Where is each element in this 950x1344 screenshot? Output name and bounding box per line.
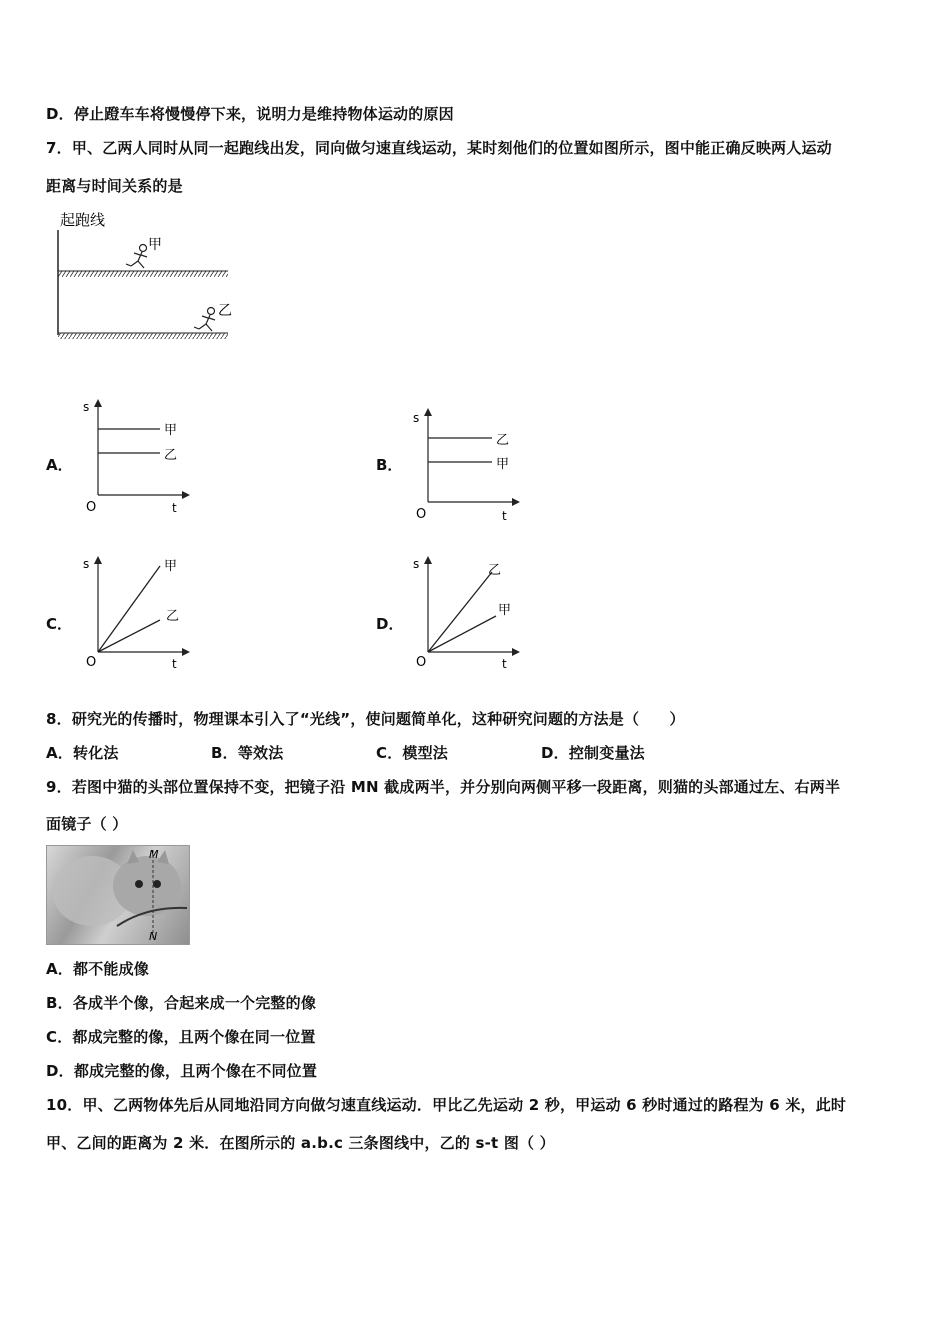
q7-option-c-label[interactable]: C． — [46, 615, 73, 633]
line-top-label: 甲 — [164, 423, 178, 438]
axis-t-label: t — [502, 657, 507, 671]
line-top-label: 乙 — [496, 433, 510, 448]
q9-stem-line1: 9．若图中猫的头部位置保持不变，把镜子沿 MN 截成两半，并分别向两侧平移一段距离，则猫的头部通过左、右两半 — [46, 778, 841, 796]
axis-s-label: s — [413, 411, 420, 425]
q7-option-a-label[interactable]: A． — [46, 456, 73, 474]
q7-option-b-label[interactable]: B． — [376, 456, 403, 474]
q7-option-d-label[interactable]: D． — [376, 615, 404, 633]
q7-track-figure — [50, 205, 250, 345]
runner-jia-icon — [126, 245, 147, 269]
origin-label: O — [86, 655, 97, 670]
mirror-m-label: M — [149, 848, 159, 861]
runner-yi-icon — [194, 308, 215, 332]
q6-option-d: D．停止蹬车车将慢慢停下来，说明力是维持物体运动的原因 — [46, 105, 454, 123]
line-top-label: 乙 — [488, 563, 502, 578]
q7-stem-line2: 距离与时间关系的是 — [46, 177, 183, 195]
line-bottom-label: 甲 — [498, 603, 512, 618]
start-line-label: 起跑线 — [60, 211, 106, 229]
runner-jia-label: 甲 — [148, 237, 162, 253]
q9-option-c[interactable]: C．都成完整的像，且两个像在同一位置 — [46, 1028, 316, 1046]
q8-option-d[interactable]: D．控制变量法 — [541, 744, 645, 762]
lane-bottom — [58, 333, 228, 339]
q7-option-c-graph[interactable] — [78, 552, 198, 677]
axis-s-label: s — [83, 400, 90, 414]
q7-option-d-graph[interactable] — [408, 552, 528, 677]
q8-stem: 8．研究光的传播时，物理课本引入了“光线”，使问题简单化，这种研究问题的方法是（ ） — [46, 710, 685, 728]
q9-option-b[interactable]: B．各成半个像，合起来成一个完整的像 — [46, 994, 317, 1012]
axis-s-label: s — [413, 557, 420, 571]
q10-stem-line2: 甲、乙间的距离为 2 米．在图所示的 a.b.c 三条图线中，乙的 s-t 图（ ） — [46, 1134, 555, 1152]
axis-t-label: t — [172, 501, 177, 515]
q9-option-a[interactable]: A．都不能成像 — [46, 960, 150, 978]
origin-label: O — [416, 655, 427, 670]
axis-t-label: t — [502, 509, 507, 523]
line-bottom-label: 乙 — [164, 448, 178, 463]
axis-s-label: s — [83, 557, 90, 571]
cat-mirror-photo — [46, 845, 190, 945]
origin-label: O — [86, 500, 97, 515]
q10-stem-line1: 10．甲、乙两物体先后从同地沿同方向做匀速直线运动．甲比乙先运动 2 秒，甲运动 6 秒时通过的路程为 6 米，此时 — [46, 1096, 847, 1114]
q8-option-c[interactable]: C．模型法 — [376, 744, 449, 762]
origin-label: O — [416, 507, 427, 522]
line-top-label: 甲 — [164, 559, 178, 574]
line-jia — [98, 566, 160, 652]
line-yi — [98, 620, 160, 652]
line-yi — [428, 572, 492, 652]
q8-option-a[interactable]: A．转化法 — [46, 744, 119, 762]
q7-stem-line1: 7．甲、乙两人同时从同一起跑线出发，同向做匀速直线运动，某时刻他们的位置如图所示，图中能正确反映两人运动 — [46, 139, 832, 157]
axis-t-label: t — [172, 657, 177, 671]
line-jia — [428, 616, 496, 652]
q9-stem-line2: 面镜子（ ） — [46, 815, 128, 833]
q9-option-d[interactable]: D．都成完整的像，且两个像在不同位置 — [46, 1062, 318, 1080]
lane-divider — [58, 271, 228, 277]
q7-option-b-graph[interactable] — [408, 404, 528, 529]
q7-option-a-graph[interactable] — [78, 395, 198, 520]
runner-yi-label: 乙 — [218, 303, 232, 319]
mirror-n-label: N — [149, 930, 158, 943]
line-bottom-label: 乙 — [166, 609, 180, 624]
line-bottom-label: 甲 — [496, 457, 510, 472]
q8-option-b[interactable]: B．等效法 — [211, 744, 284, 762]
